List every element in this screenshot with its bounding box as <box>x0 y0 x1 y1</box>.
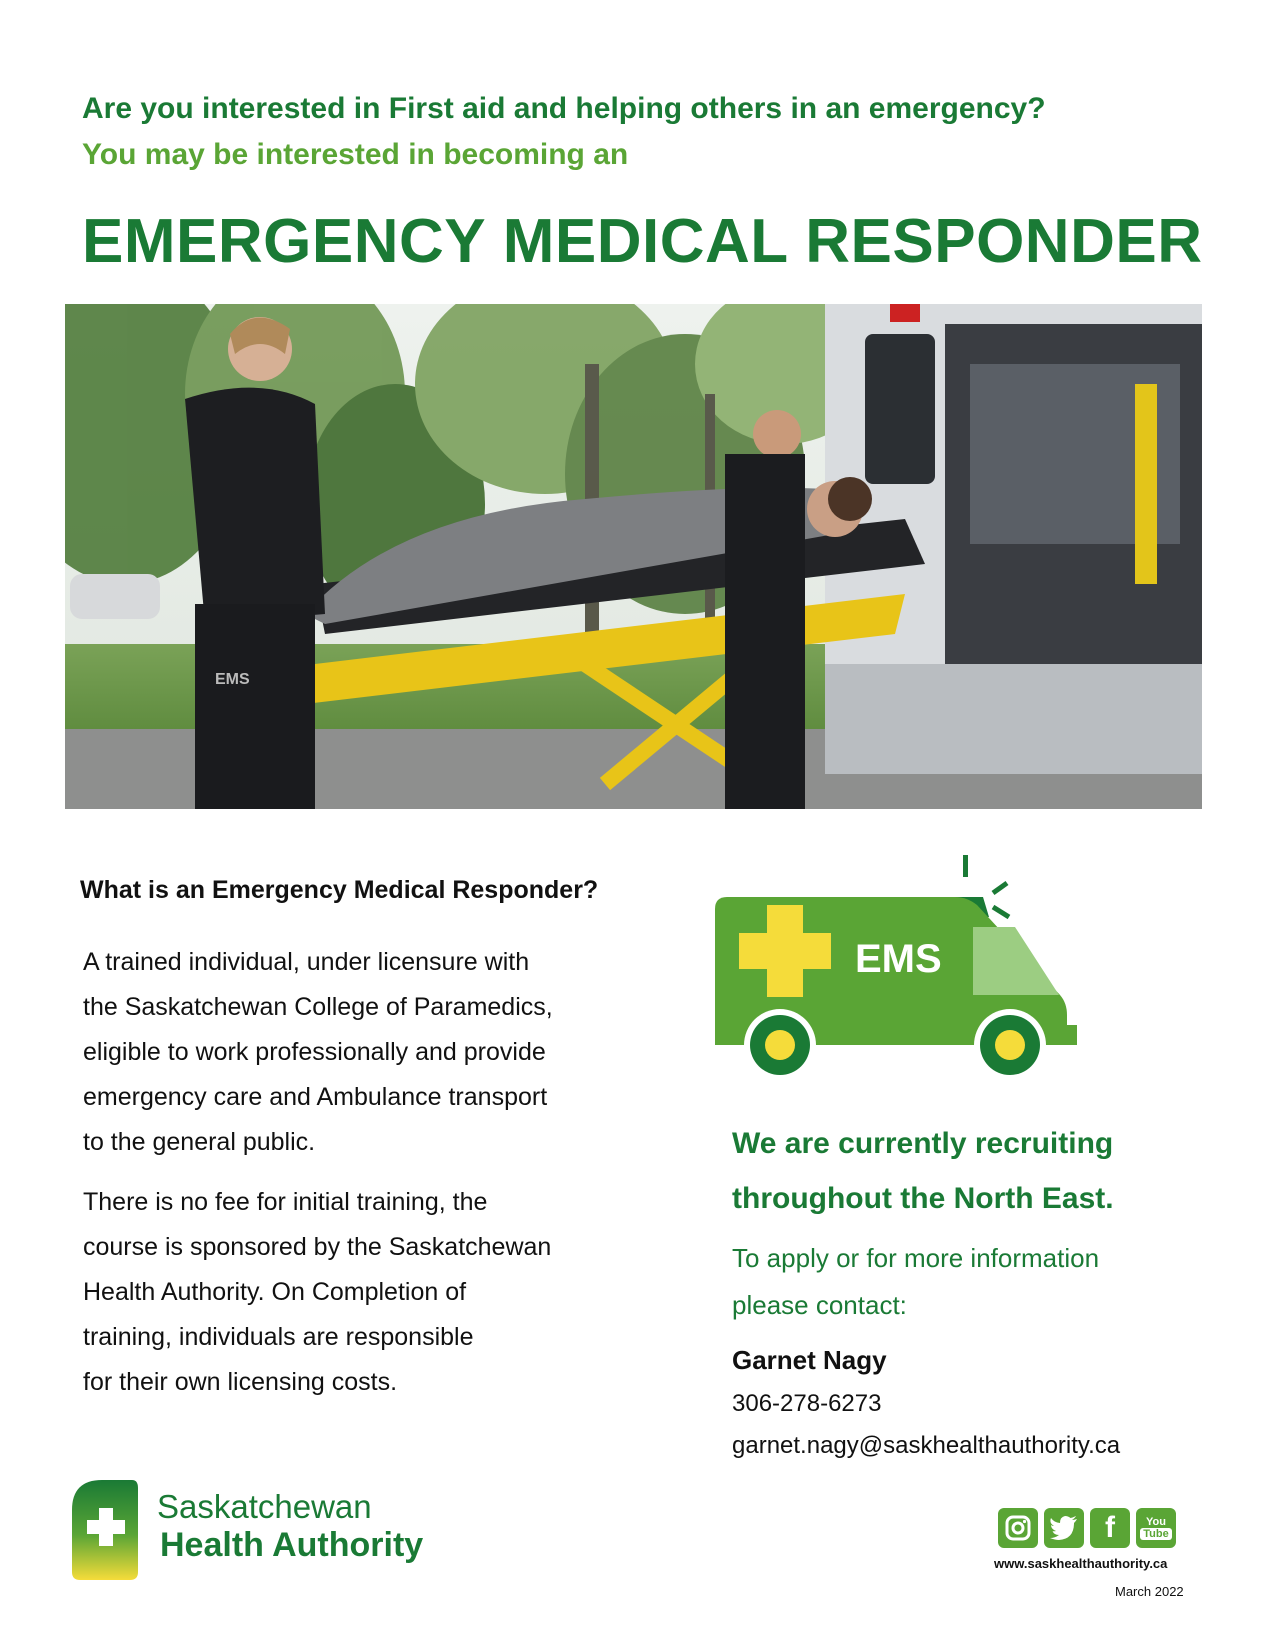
org-name-line1: Saskatchewan <box>157 1488 372 1525</box>
sha-logo <box>72 1480 142 1580</box>
youtube-icon[interactable] <box>1136 1508 1176 1548</box>
recruit-line: throughout the North East. <box>732 1182 1114 1215</box>
paramedic-male <box>725 410 805 809</box>
text-line: There is no fee for initial training, the <box>83 1188 488 1216</box>
text-line: to the general public. <box>83 1128 316 1156</box>
recruit-line: We are currently recruiting <box>732 1127 1114 1160</box>
definition-paragraph <box>83 940 643 1165</box>
ems-label: EMS <box>855 937 942 981</box>
apply-line: To apply or for more information <box>732 1243 1100 1273</box>
text-line: the Saskatchewan College of Paramedics, <box>83 993 553 1021</box>
apply-line: please contact: <box>732 1290 907 1320</box>
recruiting-message <box>732 1116 1212 1226</box>
uniform-label: EMS <box>215 671 250 688</box>
publish-date: March 2022 <box>1115 1584 1184 1599</box>
training-paragraph <box>83 1180 643 1405</box>
text-line: eligible to work professionally and provide <box>83 1038 546 1066</box>
website-link[interactable]: www.saskhealthauthority.ca <box>994 1556 1168 1571</box>
ambulance-icon <box>715 855 1105 1090</box>
social-links <box>998 1508 1182 1552</box>
apply-instructions <box>732 1235 1232 1329</box>
hero-photo <box>65 304 1202 809</box>
contact-phone[interactable]: 306-278-6273 <box>732 1390 882 1417</box>
headline-question: Are you interested in First aid and helping others in an emergency? <box>82 92 1046 125</box>
youtube-text: You <box>1146 1516 1166 1528</box>
org-name-line2: Health Authority <box>160 1526 424 1564</box>
contact-name: Garnet Nagy <box>732 1345 887 1375</box>
headline-lead: You may be interested in becoming an <box>82 138 629 171</box>
section-heading: What is an Emergency Medical Responder? <box>80 876 599 904</box>
twitter-icon[interactable] <box>1044 1508 1084 1548</box>
facebook-icon[interactable]: f <box>1090 1508 1130 1548</box>
instagram-icon[interactable] <box>998 1508 1038 1548</box>
text-line: for their own licensing costs. <box>83 1368 398 1396</box>
text-line: A trained individual, under licensure with <box>83 948 530 976</box>
page-title: EMERGENCY MEDICAL RESPONDER <box>82 207 1203 276</box>
youtube-text: Tube <box>1140 1528 1171 1540</box>
text-line: emergency care and Ambulance transport <box>83 1083 548 1111</box>
text-line: course is sponsored by the Saskatchewan <box>83 1233 552 1261</box>
text-line: Health Authority. On Completion of <box>83 1278 467 1306</box>
text-line: training, individuals are responsible <box>83 1323 474 1351</box>
contact-email[interactable]: garnet.nagy@saskhealthauthority.ca <box>732 1432 1121 1459</box>
